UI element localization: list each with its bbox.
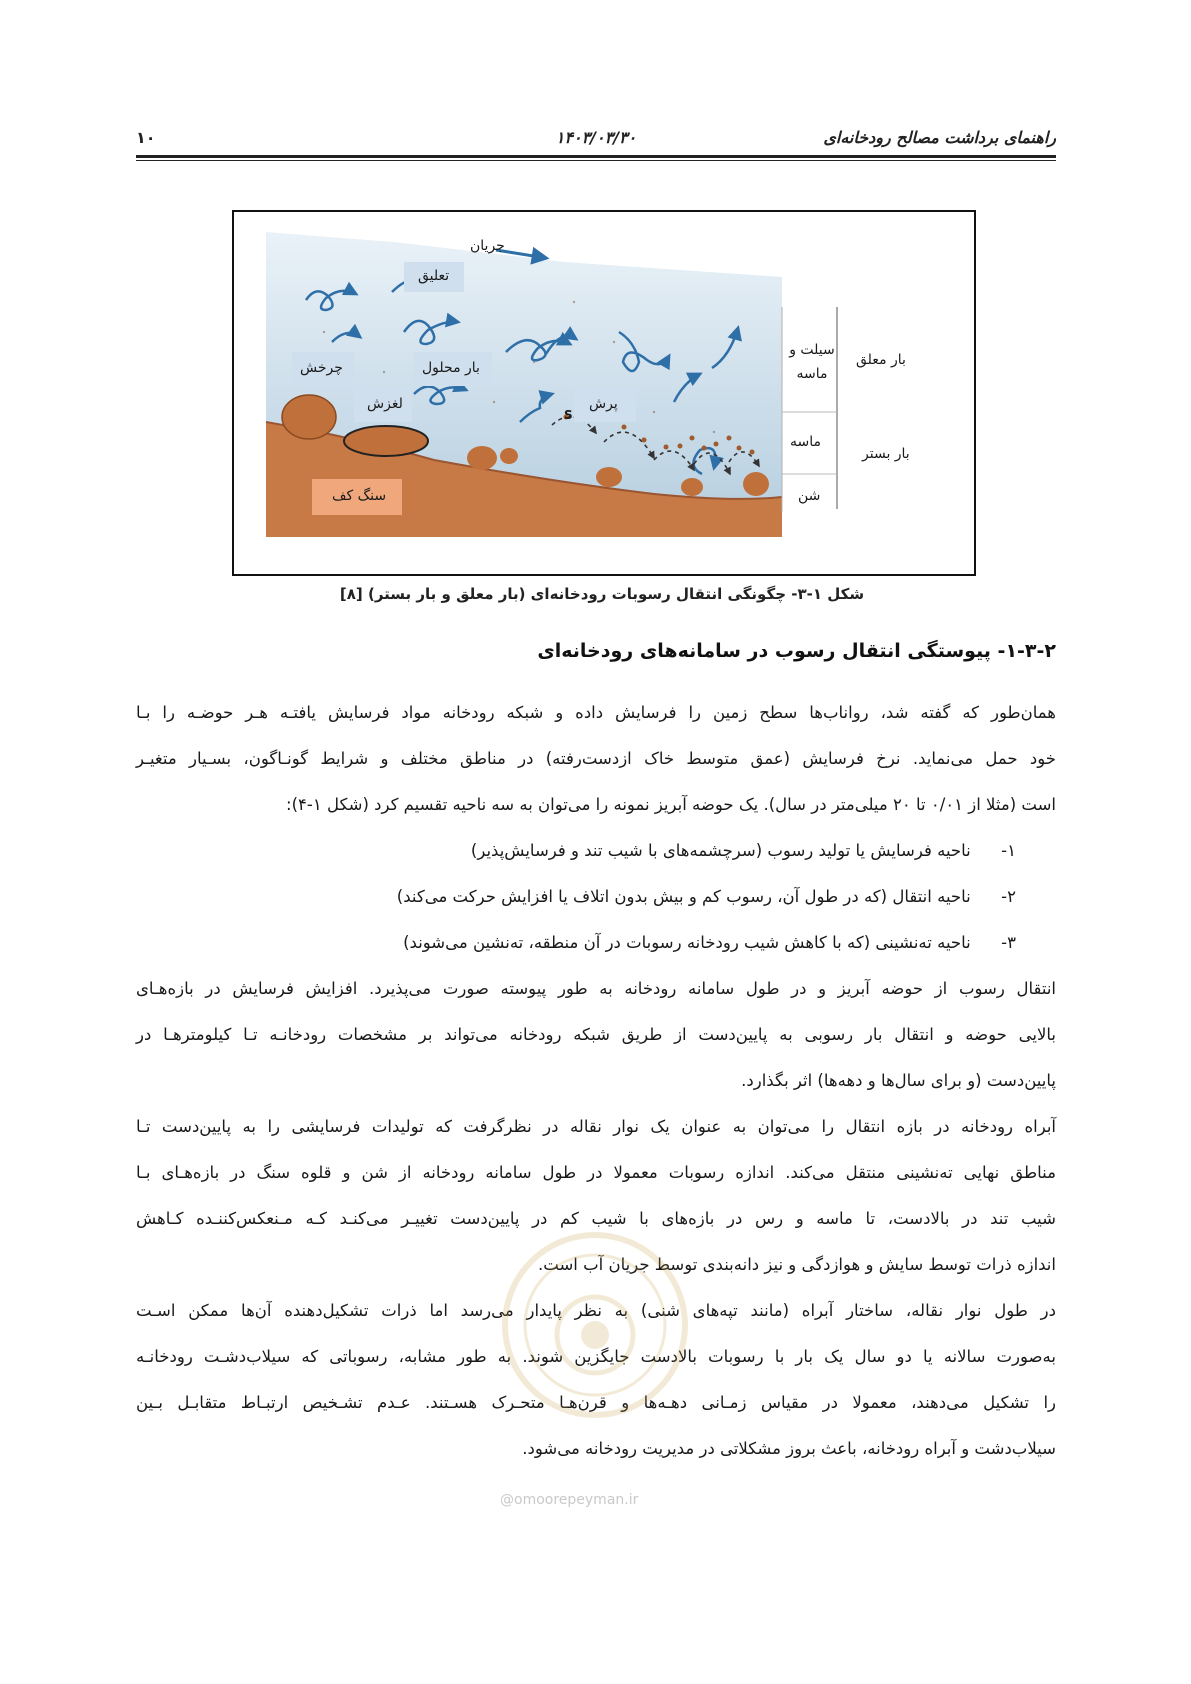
header-date: ۱۴۰۳/۰۳/۳۰	[555, 128, 637, 147]
label-sliding: لغزش	[367, 396, 403, 412]
list-item	[471, 828, 1016, 874]
text-line: بالایی حوضه و انتقال بار رسوبی به پایین‌دست از طریق شبکه رودخانه می‌تواند بر مشخصات رودخانـه تـا کیلومترهـا در	[136, 1025, 1056, 1044]
list-number: ۲-	[1001, 887, 1016, 906]
pebble	[500, 448, 518, 464]
list-item	[397, 874, 1016, 920]
watermark-text: @omoorepeyman.ir	[500, 1492, 639, 1508]
list-number: ۳-	[1001, 933, 1016, 952]
text-line: مناطق نهایی ته‌نشینی منتقل می‌کند. اندازه رسوبات معمولا در طول سامانه رودخانه از شن و قلوه سنگ در بازه‌هـای بـا	[136, 1163, 1056, 1182]
label-gravel: شن	[798, 488, 821, 504]
label-silt-and-sand: سیلت و ماسه	[789, 342, 835, 382]
boulder-sliding	[344, 426, 428, 456]
label-dissolved-load: بار محلول	[422, 360, 480, 376]
pebble	[596, 467, 622, 487]
text-line: را تشکیل می‌دهند، معمولا در مقیاس زمـانی دهـه‌ها و قرن‌هـا متحـرک هسـتند. عـدم تشـخیص ارتبـاط متقابـل بـین	[136, 1393, 1056, 1412]
label-saltation-marker: S	[564, 408, 573, 422]
boulder-rolling	[282, 395, 336, 439]
figure-illustration	[234, 212, 974, 574]
label-flow: جریان	[470, 238, 505, 254]
figure-caption: شکل ۱-۳- چگونگی انتقال رسوبات رودخانه‌ای (بار معلق و بار بستر) [۸]	[339, 585, 865, 603]
text-line: سیلاب‌دشت و آبراه رودخانه، باعث بروز مشکلاتی در مدیریت رودخانه می‌شود.	[522, 1439, 1056, 1458]
paragraph	[136, 690, 1056, 828]
pebble	[467, 446, 497, 470]
list-text: ناحیه فرسایش یا تولید رسوب (سرچشمه‌های با شیب تند و فرسایش‌پذیر)	[470, 841, 971, 860]
text-line: شیب تند در بالادست، تا ماسه و رس در بازه‌های با شیب کم در پایین‌دست تغییـر می‌کنـد کـه مـنعکس‌کننـده کـاهش	[136, 1209, 1056, 1228]
label-bed-load: بار بستر	[862, 446, 910, 462]
text-line: انتقال رسوب از حوضه آبریز و در طول سامانه رودخانه به طور پیوسته صورت می‌پذیرد. افزایش فرسایش در بازه‌هـای	[136, 979, 1056, 998]
page-number: ۱۰	[136, 128, 156, 147]
header-title: راهنمای برداشت مصالح رودخانه‌ای	[823, 128, 1056, 147]
label-bedrock: سنگ کف	[332, 488, 387, 504]
paragraph	[136, 966, 1056, 1104]
list-text: ناحیه ته‌نشینی (که با کاهش شیب رودخانه رسوبات در آن منطقه، ته‌نشین می‌شوند)	[403, 933, 971, 952]
text-line: اندازه ذرات توسط سایش و هوازدگی و نیز دانه‌بندی توسط جریان آب است.	[538, 1255, 1056, 1274]
pebble	[743, 472, 769, 496]
text-line: در طول نوار نقاله، ساختار آبراه (مانند تپه‌های شنی) به نظر پایدار می‌رسد اما ذرات تشکیل‌دهنده آن‌ها ممکن اسـت	[136, 1301, 1056, 1320]
text-line: پایین‌دست (و برای سال‌ها و دهه‌ها) اثر بگذارد.	[741, 1071, 1056, 1090]
section-heading: ۱-۳-۲- پیوستگی انتقال رسوب در سامانه‌های رودخانه‌ای	[537, 640, 1056, 662]
page-header	[136, 128, 1056, 168]
label-sand: ماسه	[790, 434, 822, 450]
text-line: همان‌طور که گفته شد، رواناب‌ها سطح زمین را فرسایش داده و شبکه رودخانه مواد فرسایش یافتـه هـر حوضـه را بـا	[136, 703, 1056, 722]
header-rule-thick	[136, 155, 1056, 158]
label-saltation: پرش	[589, 396, 618, 412]
label-suspended-load: بار معلق	[856, 352, 906, 368]
header-rule-thin	[136, 160, 1056, 161]
watermark-seal-icon	[495, 1225, 695, 1425]
sediment-transport-figure	[232, 210, 976, 576]
list-number: ۱-	[1001, 841, 1016, 860]
text-line: است (مثلا از ۰/۰۱ تا ۲۰ میلی‌متر در سال). یک حوضه آبریز نمونه را می‌توان به سه ناحیه تقسیم کرد (شکل ۱-۴):	[286, 795, 1056, 814]
label-suspension: تعلیق	[418, 268, 450, 284]
label-rolling: چرخش	[300, 360, 343, 376]
text-line: به‌صورت سالانه یا دو سال یک بار با رسوبات بالادست جایگزین شوند. به طور مشابه، رسوباتی که سیلاب‌دشـت رودخانـه	[136, 1347, 1056, 1366]
list-item	[403, 920, 1016, 966]
text-line: آبراه رودخانه در بازه انتقال را می‌توان به عنوان یک نوار نقاله در نظرگرفت که تولیدات فرسایشی را به پایین‌دست تـا	[136, 1117, 1056, 1136]
list-text: ناحیه انتقال (که در طول آن، رسوب کم و بیش بدون اتلاف یا افزایش حرکت می‌کند)	[396, 887, 971, 906]
pebble	[681, 478, 703, 496]
text-line: خود حمل می‌نماید. نرخ فرسایش (عمق متوسط خاک ازدست‌رفته) در مناطق مختلف و شرایط گونـاگون، بسـیار متغیـر	[136, 749, 1056, 768]
